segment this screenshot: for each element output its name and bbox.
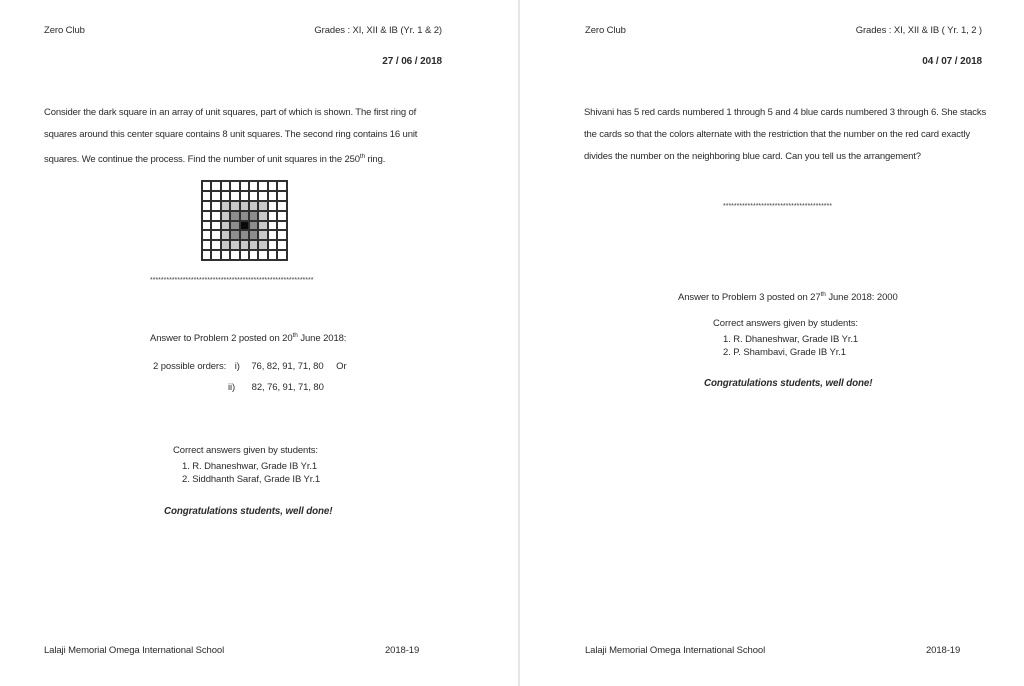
grid-cell	[258, 211, 267, 221]
superscript-th: th	[292, 332, 298, 339]
grid-cell	[249, 240, 258, 250]
grid-cell	[268, 181, 277, 191]
problem-line: Shivani has 5 red cards numbered 1 through 5 and 4 blue cards numbered 3 through 6. She stacks	[584, 107, 987, 118]
grid-cell	[230, 211, 239, 221]
student-item: 2. P. Shambavi, Grade IB Yr.1	[723, 347, 846, 358]
congratulations-note: Congratulations students, well done!	[704, 378, 873, 389]
grid-cell	[268, 211, 277, 221]
grid-cell	[277, 181, 286, 191]
grid-cell	[249, 221, 258, 231]
grid-cell	[230, 250, 239, 260]
grid-cell	[240, 240, 249, 250]
unit-squares-figure	[201, 180, 288, 261]
club-name: Zero Club	[44, 25, 85, 36]
answer-heading: Answer to Problem 3 posted on 27th June 2018: 2000	[678, 291, 898, 304]
grid-cell	[202, 221, 211, 231]
grid-cell	[211, 201, 220, 211]
grid-cell	[221, 201, 230, 211]
grid-cell	[211, 230, 220, 240]
problem-line: squares around this center square contains 8 unit squares. The second ring contains 16 unit	[44, 129, 418, 140]
grid-cell	[221, 240, 230, 250]
problem-statement	[44, 102, 417, 171]
congratulations-note: Congratulations students, well done!	[164, 506, 333, 517]
student-item: 1. R. Dhaneshwar, Grade IB Yr.1	[723, 334, 859, 345]
grid-cell	[202, 240, 211, 250]
issue-date: 27 / 06 / 2018	[382, 56, 442, 67]
grid-cell	[211, 221, 220, 231]
problem-line: Consider the dark square in an array of unit squares, part of which is shown. The first ring of	[44, 107, 417, 118]
grid-cell	[202, 191, 211, 201]
grid-cell	[277, 240, 286, 250]
orders-line-2	[228, 382, 324, 393]
grid-cell	[230, 201, 239, 211]
correct-answers-heading: Correct answers given by students:	[713, 318, 858, 329]
grid-cell	[268, 221, 277, 231]
footer-school: Lalaji Memorial Omega International School	[585, 645, 766, 656]
grid-cell	[221, 250, 230, 260]
grades-label: Grades : XI, XII & IB ( Yr. 1, 2 )	[855, 25, 982, 36]
issue-date: 04 / 07 / 2018	[922, 56, 982, 67]
grid-cell	[258, 230, 267, 240]
grid-cell	[258, 191, 267, 201]
grid-cell	[277, 221, 286, 231]
grid-cell	[258, 240, 267, 250]
grid-cell	[240, 191, 249, 201]
problem-statement	[584, 102, 986, 168]
grid-cell	[268, 191, 277, 201]
grid-cell	[240, 201, 249, 211]
footer-year: 2018-19	[926, 645, 961, 656]
grid-cell	[249, 201, 258, 211]
grid-cell	[221, 191, 230, 201]
grid-cell	[277, 211, 286, 221]
student-item: 1. R. Dhaneshwar, Grade IB Yr.1	[182, 461, 318, 472]
grid-cell	[277, 191, 286, 201]
grid-cell	[240, 181, 249, 191]
grid-cell	[221, 211, 230, 221]
grid-cell	[249, 250, 258, 260]
option-ii-label: ii)	[228, 382, 236, 393]
grid-cell	[268, 201, 277, 211]
grid-cell	[230, 181, 239, 191]
orders-label: 2 possible orders:	[153, 361, 227, 372]
student-item: 2. Siddhanth Saraf, Grade IB Yr.1	[182, 474, 321, 485]
grid-cell	[202, 201, 211, 211]
grid-cell	[258, 181, 267, 191]
grid-cell	[240, 230, 249, 240]
grades-label: Grades : XI, XII & IB (Yr. 1 & 2)	[314, 25, 442, 36]
grid-cell	[230, 230, 239, 240]
grid-cell	[258, 201, 267, 211]
grid-cell	[202, 211, 211, 221]
option-i-label: i)	[234, 361, 240, 372]
grid-cell	[249, 230, 258, 240]
grid-cell	[249, 211, 258, 221]
grid-cell	[249, 191, 258, 201]
problem-line: the cards so that the colors alternate with the restriction that the number on the red card exactly	[584, 129, 970, 140]
grid-cell	[258, 221, 267, 231]
grid-cell	[258, 250, 267, 260]
grid-cell	[249, 181, 258, 191]
grid-cell	[211, 250, 220, 260]
grid-cell	[268, 230, 277, 240]
grid-cell	[211, 191, 220, 201]
option-i-values: 76, 82, 91, 71, 80	[251, 361, 324, 372]
grid-cell	[240, 250, 249, 260]
correct-answers-heading: Correct answers given by students:	[173, 445, 318, 456]
superscript-th: th	[820, 291, 826, 298]
grid-cell	[221, 230, 230, 240]
grid-cell	[202, 230, 211, 240]
grid-cell	[211, 211, 220, 221]
asterisk-separator: ************************************************************	[150, 277, 314, 284]
grid-cell	[230, 240, 239, 250]
grid-cell	[230, 191, 239, 201]
grid-cell	[277, 250, 286, 260]
club-name: Zero Club	[585, 25, 626, 36]
grid-cell	[240, 221, 249, 231]
grid-cell	[211, 181, 220, 191]
grid-cell	[240, 211, 249, 221]
page-2	[520, 0, 1024, 686]
grid-cell	[268, 250, 277, 260]
grid-cell	[202, 250, 211, 260]
grid-cell	[202, 181, 211, 191]
grid-cell	[277, 201, 286, 211]
problem-line: squares. We continue the process. Find the number of unit squares in the 250th ring.	[44, 153, 386, 166]
asterisk-separator: ****************************************	[723, 203, 832, 210]
superscript-th: th	[359, 153, 365, 160]
problem-line: divides the number on the neighboring blue card. Can you tell us the arrangement?	[584, 151, 921, 162]
grid-cell	[221, 181, 230, 191]
orders-line-1	[153, 361, 346, 372]
footer-school: Lalaji Memorial Omega International School	[44, 645, 225, 656]
footer-year: 2018-19	[385, 645, 420, 656]
grid-cell	[211, 240, 220, 250]
option-ii-values: 82, 76, 91, 71, 80	[251, 382, 324, 393]
student-list	[723, 333, 858, 359]
grid-cell	[277, 230, 286, 240]
or-label: Or	[336, 361, 347, 372]
grid-cell	[268, 240, 277, 250]
grid-cell	[230, 221, 239, 231]
student-list	[182, 460, 320, 486]
grid-cell	[221, 221, 230, 231]
answer-heading: Answer to Problem 2 posted on 20th June 2018:	[150, 332, 347, 345]
